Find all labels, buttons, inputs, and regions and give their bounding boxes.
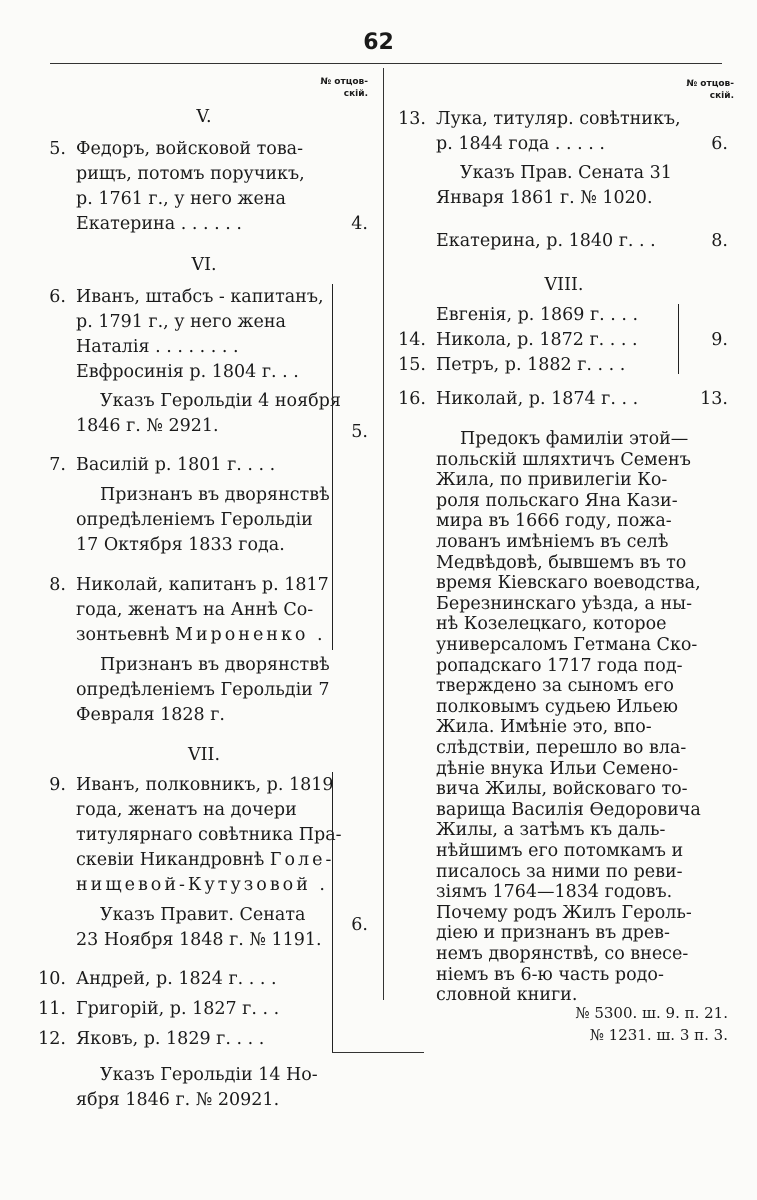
entry-text: Николай, р. 1874 г. . . — [436, 389, 639, 409]
entry-number: 11. — [38, 999, 66, 1019]
group-otdel-line — [390, 327, 728, 353]
otdel-number: 13. — [700, 389, 728, 409]
entry-6-line-4 — [30, 359, 368, 385]
top-rule — [50, 63, 722, 64]
entry-text: р. 1791 г., у него жена — [76, 312, 286, 332]
entry-text: года, женатъ на Аннѣ Со- — [76, 600, 314, 620]
page-number: 62 — [363, 30, 394, 55]
group2-otdel-line — [30, 912, 368, 938]
history-text: полковымъ судьею Ильею — [436, 696, 678, 717]
surname-text: Голе- — [269, 850, 335, 870]
history-text: нѣ Козелецкаго, которое — [436, 614, 667, 635]
surname-text: Мироненко . — [174, 625, 326, 645]
entry-text: Лука, титуляр. совѣтникъ, — [436, 109, 681, 129]
entry-7-note-2 — [30, 507, 368, 533]
entry-number: 10. — [38, 969, 66, 989]
entry-9-line-4 — [30, 847, 368, 873]
entry-6-line-3 — [30, 334, 368, 360]
history-text: вича Жилы, войсковаго то- — [436, 779, 688, 800]
history-text: роля польскаго Яна Кази- — [436, 490, 678, 511]
entry-11-line — [30, 996, 368, 1022]
entry-8-line-3 — [30, 622, 368, 648]
otdel-number: 9. — [711, 330, 728, 350]
note-text: Указъ Прав. Сената 31 — [460, 163, 672, 183]
group-otdel-line — [30, 419, 368, 445]
otdel-header — [320, 76, 368, 100]
entry-text: Яковъ, р. 1829 г. . . . — [76, 1029, 265, 1049]
entry-number: 13. — [398, 109, 426, 129]
entry-text-wrap — [76, 847, 334, 873]
history-text: варища Василія Өедоровича — [436, 799, 701, 820]
note-text: Признанъ въ дворянствѣ — [100, 485, 330, 505]
entry-text: Наталія . . . . . . . . — [76, 337, 239, 357]
entry-5-line-3 — [30, 186, 368, 212]
history-text: Жила, по привилегіи Ко- — [436, 470, 668, 491]
entry-16-line — [390, 386, 728, 412]
archive-reference-1: № 5300. ш. 9. п. 21. — [575, 1004, 728, 1022]
section-heading-vi: VI. — [191, 255, 217, 275]
otdel-header-text: № отцов- скій. — [686, 79, 734, 101]
entry-8-note-2 — [30, 677, 368, 703]
history-text: нѣйшимъ его потомкамъ и — [436, 841, 684, 861]
otdel-number: 6. — [711, 134, 728, 154]
entry-text: Евгенія, р. 1869 г. . . . — [436, 305, 639, 325]
entry-13-note-1 — [390, 160, 728, 186]
history-text: универсаломъ Гетмана Ско- — [436, 635, 698, 655]
note-text: ября 1846 г. № 20921. — [76, 1090, 280, 1110]
note-text: Января 1861 г. № 1020. — [436, 188, 653, 208]
note-text: Указъ Герольдіи 14 Но- — [100, 1065, 318, 1085]
entry-number: 15. — [398, 355, 426, 375]
note-text: Февраля 1828 г. — [76, 705, 225, 725]
entry-5-line-4 — [30, 211, 368, 237]
entry-10-line — [30, 966, 368, 992]
history-text: діею и признанъ въ древ- — [436, 923, 670, 944]
entry-5-line-2 — [30, 161, 368, 187]
otdel-header-text: № отцов- скій. — [320, 77, 368, 99]
history-text: слѣдствіи, перешло во вла- — [436, 738, 687, 758]
note-text: Признанъ въ дворянствѣ — [100, 655, 330, 675]
section-heading-viii: VIII. — [544, 275, 584, 295]
entry-9-line-5 — [30, 872, 368, 898]
history-text: ропадскаго 1717 года под- — [436, 655, 683, 676]
section-heading-vii: VII. — [187, 745, 221, 765]
entry-number: 6. — [49, 287, 66, 307]
group-brace — [326, 284, 333, 650]
note-text: Указъ Правит. Сената — [100, 905, 306, 925]
entry-number: 9. — [49, 775, 66, 795]
entry-9-line-2 — [30, 797, 368, 823]
entry-number: 12. — [38, 1029, 66, 1049]
otdel-number: 4. — [351, 214, 368, 234]
entry-text: года, женатъ на дочери — [76, 800, 297, 820]
entry-7-note-3 — [30, 532, 368, 558]
entry-13-line-1 — [390, 106, 728, 132]
history-text: немъ дворянствѣ, со внесе- — [436, 944, 689, 964]
note-text: опредѣленіемъ Герольдіи — [76, 510, 313, 530]
note-text: Указъ Герольдіи 4 ноября — [100, 391, 341, 411]
entry-text: титулярнаго совѣтника Пра- — [76, 825, 342, 845]
entry-text: рищъ, потомъ поручикъ, — [76, 164, 305, 184]
entry-text: р. 1844 года . . . . . — [436, 134, 605, 154]
entry-text: зонтьевнѣ — [76, 625, 170, 645]
entry-13-line-2 — [390, 131, 728, 157]
entry-9-line-1 — [30, 772, 368, 798]
entry-text: Григорій, р. 1827 г. . . — [76, 999, 280, 1019]
entry-text: Иванъ, штабсъ - капитанъ, — [76, 287, 324, 307]
history-text: тверждено за сыномъ его — [436, 676, 674, 697]
entry-number: 8. — [49, 575, 66, 595]
history-text: ніемъ въ 6-ю часть родо- — [436, 964, 664, 985]
final-note-1 — [30, 1062, 368, 1088]
section-heading-v: V. — [196, 107, 212, 127]
surname-text: нищевой-Кутузовой . — [76, 875, 328, 895]
history-text: словной книги. — [436, 985, 578, 1006]
entry-6-note-1 — [30, 388, 368, 414]
entry-8-line-2 — [30, 597, 368, 623]
note-text: 23 Ноября 1848 г. № 1191. — [76, 930, 322, 950]
entry-number: 14. — [398, 330, 426, 350]
note-text: 1846 г. № 2921. — [76, 416, 219, 436]
entry-7-note-1 — [30, 482, 368, 508]
entry-text: Федоръ, войсковой това- — [76, 139, 304, 159]
history-text: Жила. Имѣніе это, впо- — [436, 717, 652, 738]
entry-8-note-1 — [30, 652, 368, 678]
history-text: польскій шляхтичъ Семенъ — [436, 449, 691, 470]
history-text: лованъ имѣніемъ въ селѣ — [436, 532, 669, 552]
entry-13-note-2 — [390, 185, 728, 211]
entry-6-line-1 — [30, 284, 368, 310]
history-text: Почему родъ Жилъ Героль- — [436, 902, 692, 923]
history-text: Медвѣдовѣ, бывшемъ въ то — [436, 552, 687, 573]
entry-text: Евфросинія р. 1804 г. . . — [76, 362, 299, 382]
entry-number: 5. — [49, 139, 66, 159]
history-text: дѣніе внука Ильи Семено- — [436, 758, 679, 779]
entry-text: р. 1761 г., у него жена — [76, 189, 286, 209]
entry-9-line-3 — [30, 822, 368, 848]
entry-text: скевіи Никандровнѣ — [76, 850, 265, 870]
entry-number: 16. — [398, 389, 426, 409]
entry-6-line-2 — [30, 309, 368, 335]
note-text: 17 Октября 1833 года. — [76, 535, 285, 555]
entry-text: Петръ, р. 1882 г. . . . — [436, 355, 626, 375]
entry-text: Василій р. 1801 г. . . . — [76, 455, 276, 475]
entry-text-wrap — [76, 622, 326, 648]
entry-8-line-1 — [30, 572, 368, 598]
entry-text: Николай, капитанъ р. 1817 — [76, 575, 329, 595]
entry-8-note-3 — [30, 702, 368, 728]
ekaterina-line — [390, 228, 728, 254]
entry-7-line-1 — [30, 452, 368, 478]
otdel-number: 5. — [351, 422, 368, 442]
history-text: писалось за ними по реви- — [436, 861, 683, 882]
history-text: Предокъ фамиліи этой— — [460, 429, 689, 449]
entry-text: Никола, р. 1872 г. . . . — [436, 330, 638, 350]
column-divider — [383, 68, 384, 1000]
history-text: Жилы, а затѣмъ къ даль- — [436, 820, 666, 841]
history-text: зіямъ 1764—1834 годовъ. — [436, 882, 673, 903]
entry-5-line-1 — [30, 136, 368, 162]
entry-12-line — [30, 1026, 368, 1052]
entry-text: Андрей, р. 1824 г. . . . — [76, 969, 277, 989]
otdel-header — [686, 78, 734, 102]
archive-reference-2: № 1231. ш. 3 п. 3. — [589, 1026, 728, 1044]
history-text: Березнинскаго уѣзда, а ны- — [436, 593, 692, 614]
otdel-number: 6. — [351, 915, 368, 935]
final-note-2 — [30, 1087, 368, 1113]
note-text: опредѣленіемъ Герольдіи 7 — [76, 680, 330, 700]
entry-text: Иванъ, полковникъ, р. 1819 — [76, 775, 334, 795]
history-text: мира въ 1666 году, пожа- — [436, 511, 672, 532]
entry-number: 7. — [49, 455, 66, 475]
entry-text: Екатерина, р. 1840 г. . . — [436, 231, 656, 251]
otdel-number: 8. — [711, 231, 728, 251]
history-text: время Кіевскаго воеводства, — [436, 573, 701, 594]
bottom-rule — [332, 1052, 424, 1053]
entry-text: Екатерина . . . . . . — [76, 214, 242, 234]
